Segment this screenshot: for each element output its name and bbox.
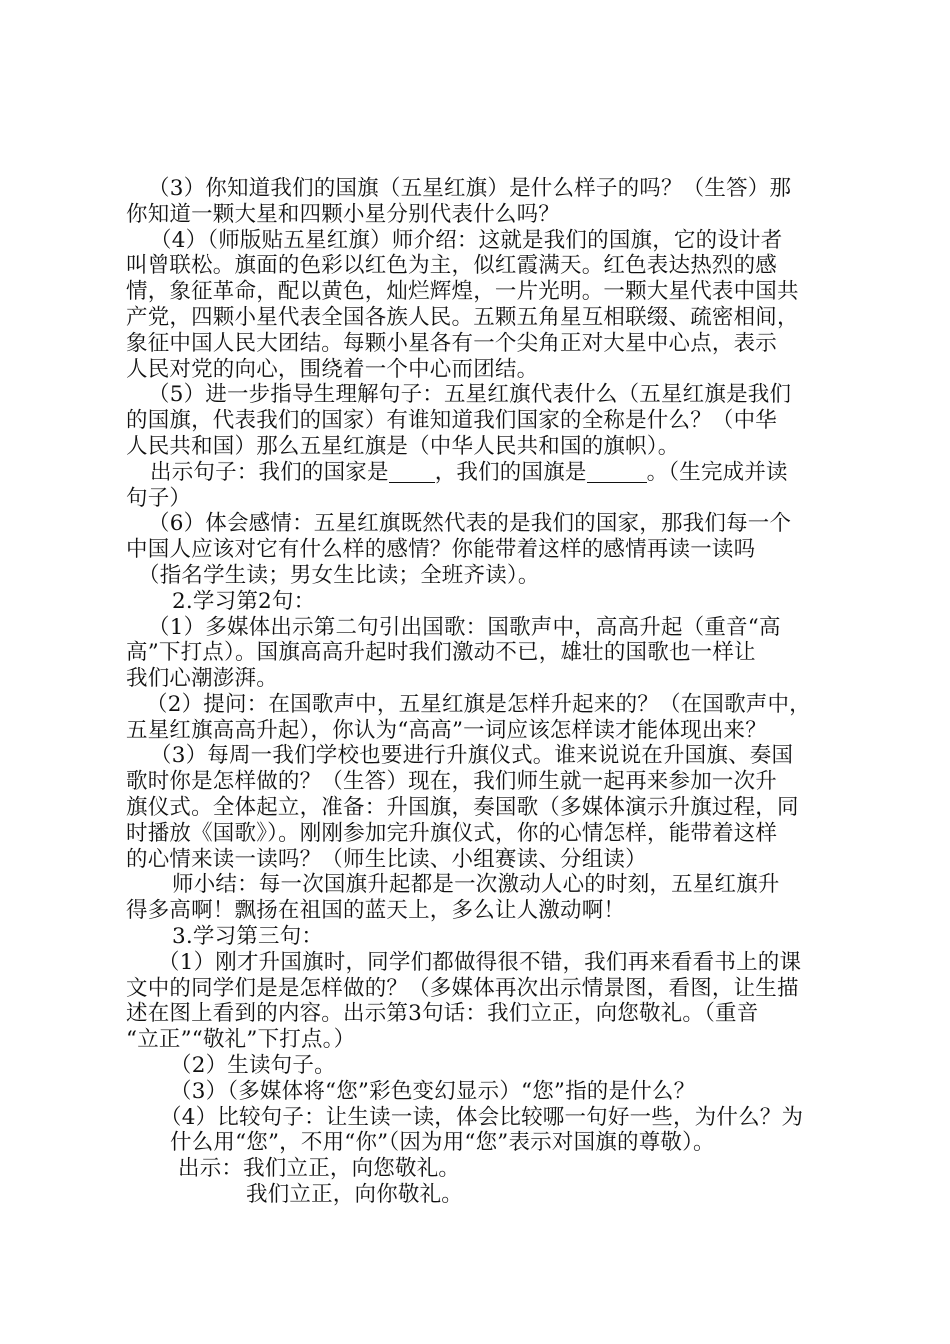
text-line: 师小结：每一次国旗升起都是一次激动人心的时刻，五星红旗升	[172, 872, 780, 897]
text-line: （3）每周一我们学校也要进行升旗仪式。谁来说说在升国旗、奏国	[150, 743, 794, 768]
text-line: （1）刚才升国旗时，同学们都做得很不错，我们再来看看书上的课	[158, 950, 802, 975]
text-line: （4）比较句子：让生读一读，体会比较哪一句好一些，为什么？为	[160, 1105, 804, 1130]
fill-in-middle: ，我们的国旗是	[434, 460, 587, 485]
text-line: （1）多媒体出示第二句引出国歌：国歌声中，高高升起（重音“高	[148, 615, 781, 640]
text-line: （2）生读句子。	[170, 1053, 336, 1078]
text-line: 句子）	[126, 486, 192, 511]
fill-in-sentence	[150, 458, 788, 488]
fill-in-blank-flag	[587, 462, 647, 483]
text-line: 我们心潮澎湃。	[126, 666, 278, 691]
text-line: （3）（多媒体将“您”彩色变幻显示）“您”指的是什么？	[170, 1079, 696, 1104]
text-line: 歌时你是怎样做的？（生答）现在，我们师生就一起再来参加一次升	[126, 769, 778, 794]
text-line: 高”下打点）。国旗高高升起时我们激动不已，雄壮的国歌也一样让	[126, 640, 756, 665]
text-line: 文中的同学们是是怎样做的？（多媒体再次出示情景图，看图，让生描	[126, 976, 799, 1001]
text-line: （6）体会感情：五星红旗既然代表的是我们的国家，那我们每一个	[148, 511, 792, 536]
text-line: （5）进一步指导生理解句子：五星红旗代表什么（五星红旗是我们	[148, 382, 792, 407]
section-heading: 3.学习第三句：	[172, 924, 324, 949]
display-sentence: 出示：我们立正，向您敬礼。	[178, 1156, 461, 1181]
text-line: 人民对党的向心，围绕着一个中心而团结。	[126, 357, 539, 382]
text-line: 旗仪式。全体起立，准备：升国旗，奏国歌（多媒体演示升旗过程，同	[126, 795, 799, 820]
text-line: 叫曾联松。旗面的色彩以红色为主，似红霞满天。红色表达热烈的感	[126, 253, 778, 278]
text-line: 时播放《国歌》）。刚刚参加完升旗仪式，你的心情怎样，能带着这样	[126, 821, 778, 846]
text-line: （2）提问：在国歌声中，五星红旗是怎样升起来的？（在国歌声中，	[146, 692, 811, 717]
text-line: 象征中国人民大团结。每颗小星各有一个尖角正对大星中心点，表示	[126, 331, 778, 356]
text-line: 中国人应该对它有什么样的感情？你能带着这样的感情再读一读吗	[126, 537, 756, 562]
text-line: 五星红旗高高升起），你认为“高高”一词应该怎样读才能体现出来？	[126, 718, 767, 743]
text-line: 的国旗，代表我们的国家）有谁知道我们国家的全称是什么？（中华	[126, 408, 778, 433]
text-line: （指名学生读；男女生比读；全班齐读）。	[138, 563, 540, 588]
text-line: 得多高啊！飘扬在祖国的蓝天上，多么让人激动啊！	[126, 898, 626, 923]
text-line: 你知道一颗大星和四颗小星分别代表什么吗？	[126, 202, 561, 227]
text-line: “立正”“敬礼”下打点。）	[126, 1027, 356, 1052]
display-sentence: 我们立正，向你敬礼。	[246, 1182, 464, 1207]
text-line: 情，象征革命，配以黄色，灿烂辉煌，一片光明。一颗大星代表中国共	[126, 279, 799, 304]
section-heading: 2.学习第2句：	[172, 589, 316, 614]
text-line: 什么用“您”，不用“你”（因为用“您”表示对国旗的尊敬）。	[170, 1130, 715, 1155]
fill-in-suffix: 。（生完成并读	[646, 460, 788, 485]
fill-in-blank-country	[389, 462, 435, 483]
text-line: （3）你知道我们的国旗（五星红旗）是什么样子的吗？（生答）那	[148, 176, 792, 201]
text-line: （4）（师版贴五星红旗）师介绍：这就是我们的国旗，它的设计者	[150, 228, 783, 253]
text-line: 述在图上看到的内容。出示第3句话：我们立正，向您敬礼。（重音	[126, 1001, 759, 1026]
text-line: 人民共和国）那么五星红旗是（中华人民共和国的旗帜）。	[126, 434, 680, 459]
fill-in-prefix: 出示句子：我们的国家是	[150, 460, 389, 485]
text-line: 产党，四颗小星代表全国各族人民。五颗五角星互相联缀、疏密相间，	[126, 305, 799, 330]
text-line: 的心情来读一读吗？（师生比读、小组赛读、分组读）	[126, 847, 647, 872]
